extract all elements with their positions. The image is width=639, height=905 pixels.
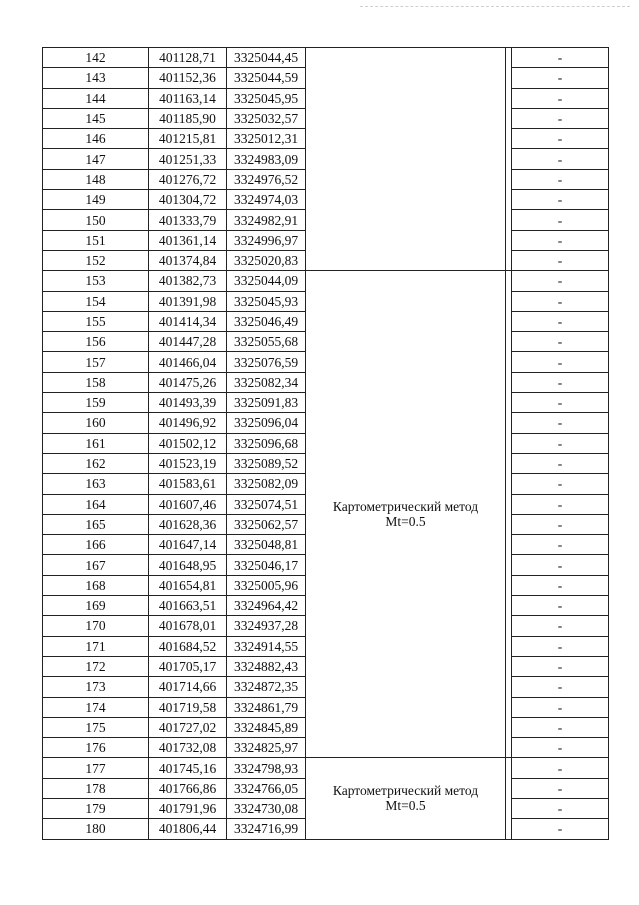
coordinate-x-cell: 401475,26 [149,372,227,392]
value-dash-cell: - [512,514,609,534]
coordinate-x-cell: 401128,71 [149,48,227,68]
value-dash-cell: - [512,190,609,210]
value-dash-cell: - [512,108,609,128]
coordinate-y-cell: 3325048,81 [227,535,306,555]
method-accuracy: Mt=0.5 [385,514,426,530]
coordinate-y-cell: 3324861,79 [227,697,306,717]
point-number-cell: 148 [43,169,149,189]
value-dash-cell: - [512,433,609,453]
coordinate-y-cell: 3325082,09 [227,474,306,494]
coordinate-x-cell: 401496,92 [149,413,227,433]
point-number-cell: 152 [43,250,149,270]
point-number-cell: 161 [43,433,149,453]
coordinate-x-cell: 401215,81 [149,129,227,149]
coordinate-y-cell: 3324976,52 [227,169,306,189]
point-number-cell: 145 [43,108,149,128]
point-number-cell: 166 [43,535,149,555]
point-number-cell: 180 [43,819,149,839]
point-number-cell: 155 [43,311,149,331]
coordinate-x-cell: 401727,02 [149,717,227,737]
point-number-cell: 144 [43,88,149,108]
value-dash-cell: - [512,210,609,230]
coordinate-y-cell: 3325062,57 [227,514,306,534]
table-row [43,48,609,68]
coordinate-y-cell: 3324996,97 [227,230,306,250]
value-dash-cell: - [512,129,609,149]
point-number-cell: 174 [43,697,149,717]
coordinate-x-cell: 401628,36 [149,514,227,534]
coordinate-x-cell: 401732,08 [149,738,227,758]
table-row [43,758,609,778]
point-number-cell: 159 [43,393,149,413]
point-number-cell: 157 [43,352,149,372]
coordinate-y-cell: 3324766,05 [227,778,306,798]
value-dash-cell: - [512,616,609,636]
coordinate-y-cell: 3325045,93 [227,291,306,311]
point-number-cell: 170 [43,616,149,636]
coordinate-y-cell: 3324716,99 [227,819,306,839]
value-dash-cell: - [512,738,609,758]
coordinate-y-cell: 3324914,55 [227,636,306,656]
coordinate-x-cell: 401447,28 [149,332,227,352]
coordinate-y-cell: 3324882,43 [227,656,306,676]
coordinate-y-cell: 3325055,68 [227,332,306,352]
value-dash-cell: - [512,778,609,798]
method-cell [306,271,506,758]
coordinate-x-cell: 401493,39 [149,393,227,413]
point-number-cell: 146 [43,129,149,149]
coordinate-x-cell: 401251,33 [149,149,227,169]
method-cell [306,48,506,271]
value-dash-cell: - [512,271,609,291]
method-name: Картометрический метод [332,783,479,799]
coordinate-x-cell: 401391,98 [149,291,227,311]
point-number-cell: 153 [43,271,149,291]
point-number-cell: 179 [43,798,149,818]
value-dash-cell: - [512,393,609,413]
point-number-cell: 154 [43,291,149,311]
coordinate-x-cell: 401705,17 [149,656,227,676]
value-dash-cell: - [512,819,609,839]
point-number-cell: 149 [43,190,149,210]
coordinate-y-cell: 3325020,83 [227,250,306,270]
coordinates-table [42,47,609,840]
point-number-cell: 169 [43,596,149,616]
coordinate-y-cell: 3325012,31 [227,129,306,149]
coordinate-x-cell: 401361,14 [149,230,227,250]
value-dash-cell: - [512,494,609,514]
coordinate-x-cell: 401382,73 [149,271,227,291]
method-name: Картометрический метод [332,499,479,515]
coordinate-x-cell: 401583,61 [149,474,227,494]
coordinates-table-body [43,48,609,840]
point-number-cell: 156 [43,332,149,352]
coordinate-x-cell: 401304,72 [149,190,227,210]
coordinate-y-cell: 3325089,52 [227,453,306,473]
point-number-cell: 168 [43,575,149,595]
coordinate-y-cell: 3325044,59 [227,68,306,88]
value-dash-cell: - [512,230,609,250]
point-number-cell: 176 [43,738,149,758]
value-dash-cell: - [512,372,609,392]
value-dash-cell: - [512,453,609,473]
coordinate-x-cell: 401719,58 [149,697,227,717]
point-number-cell: 151 [43,230,149,250]
point-number-cell: 167 [43,555,149,575]
value-dash-cell: - [512,311,609,331]
value-dash-cell: - [512,474,609,494]
coordinate-y-cell: 3325096,04 [227,413,306,433]
value-dash-cell: - [512,291,609,311]
coordinate-y-cell: 3325046,17 [227,555,306,575]
coordinate-x-cell: 401466,04 [149,352,227,372]
point-number-cell: 171 [43,636,149,656]
coordinate-x-cell: 401185,90 [149,108,227,128]
coordinate-x-cell: 401607,46 [149,494,227,514]
coordinate-x-cell: 401523,19 [149,453,227,473]
point-number-cell: 172 [43,656,149,676]
coordinate-x-cell: 401806,44 [149,819,227,839]
coordinate-x-cell: 401654,81 [149,575,227,595]
coordinate-y-cell: 3325096,68 [227,433,306,453]
point-number-cell: 147 [43,149,149,169]
coordinate-x-cell: 401276,72 [149,169,227,189]
value-dash-cell: - [512,413,609,433]
coordinate-x-cell: 401502,12 [149,433,227,453]
coordinate-y-cell: 3325044,09 [227,271,306,291]
point-number-cell: 178 [43,778,149,798]
coordinate-x-cell: 401152,36 [149,68,227,88]
coordinate-y-cell: 3325032,57 [227,108,306,128]
value-dash-cell: - [512,798,609,818]
coordinate-x-cell: 401678,01 [149,616,227,636]
coordinate-y-cell: 3325082,34 [227,372,306,392]
value-dash-cell: - [512,697,609,717]
coordinate-y-cell: 3324798,93 [227,758,306,778]
point-number-cell: 164 [43,494,149,514]
coordinate-x-cell: 401648,95 [149,555,227,575]
coordinate-x-cell: 401163,14 [149,88,227,108]
value-dash-cell: - [512,575,609,595]
point-number-cell: 160 [43,413,149,433]
method-accuracy: Mt=0.5 [385,798,426,814]
coordinate-x-cell: 401414,34 [149,311,227,331]
point-number-cell: 158 [43,372,149,392]
point-number-cell: 173 [43,677,149,697]
coordinate-y-cell: 3325091,83 [227,393,306,413]
point-number-cell: 143 [43,68,149,88]
point-number-cell: 165 [43,514,149,534]
coordinate-y-cell: 3325045,95 [227,88,306,108]
coordinate-x-cell: 401791,96 [149,798,227,818]
coordinate-y-cell: 3325046,49 [227,311,306,331]
value-dash-cell: - [512,352,609,372]
point-number-cell: 163 [43,474,149,494]
coordinate-x-cell: 401374,84 [149,250,227,270]
coordinate-x-cell: 401714,66 [149,677,227,697]
value-dash-cell: - [512,555,609,575]
coordinate-x-cell: 401333,79 [149,210,227,230]
coordinate-y-cell: 3325074,51 [227,494,306,514]
coordinate-y-cell: 3324730,08 [227,798,306,818]
point-number-cell: 142 [43,48,149,68]
coordinate-x-cell: 401684,52 [149,636,227,656]
point-number-cell: 177 [43,758,149,778]
value-dash-cell: - [512,332,609,352]
coordinate-y-cell: 3324872,35 [227,677,306,697]
value-dash-cell: - [512,596,609,616]
scan-top-rule [360,6,630,7]
point-number-cell: 162 [43,453,149,473]
point-number-cell: 175 [43,717,149,737]
value-dash-cell: - [512,656,609,676]
coordinate-y-cell: 3324937,28 [227,616,306,636]
method-cell [306,758,506,839]
coordinate-y-cell: 3324825,97 [227,738,306,758]
value-dash-cell: - [512,535,609,555]
value-dash-cell: - [512,68,609,88]
coordinate-y-cell: 3325005,96 [227,575,306,595]
coordinate-y-cell: 3324982,91 [227,210,306,230]
value-dash-cell: - [512,677,609,697]
value-dash-cell: - [512,250,609,270]
coordinate-y-cell: 3325076,59 [227,352,306,372]
table-row [43,271,609,291]
value-dash-cell: - [512,149,609,169]
coordinate-y-cell: 3324964,42 [227,596,306,616]
coordinate-y-cell: 3325044,45 [227,48,306,68]
coordinate-x-cell: 401647,14 [149,535,227,555]
value-dash-cell: - [512,88,609,108]
point-number-cell: 150 [43,210,149,230]
value-dash-cell: - [512,717,609,737]
coordinate-x-cell: 401663,51 [149,596,227,616]
value-dash-cell: - [512,169,609,189]
value-dash-cell: - [512,758,609,778]
value-dash-cell: - [512,48,609,68]
coordinate-y-cell: 3324845,89 [227,717,306,737]
value-dash-cell: - [512,636,609,656]
coordinate-x-cell: 401766,86 [149,778,227,798]
coordinate-y-cell: 3324983,09 [227,149,306,169]
coordinate-y-cell: 3324974,03 [227,190,306,210]
coordinate-x-cell: 401745,16 [149,758,227,778]
